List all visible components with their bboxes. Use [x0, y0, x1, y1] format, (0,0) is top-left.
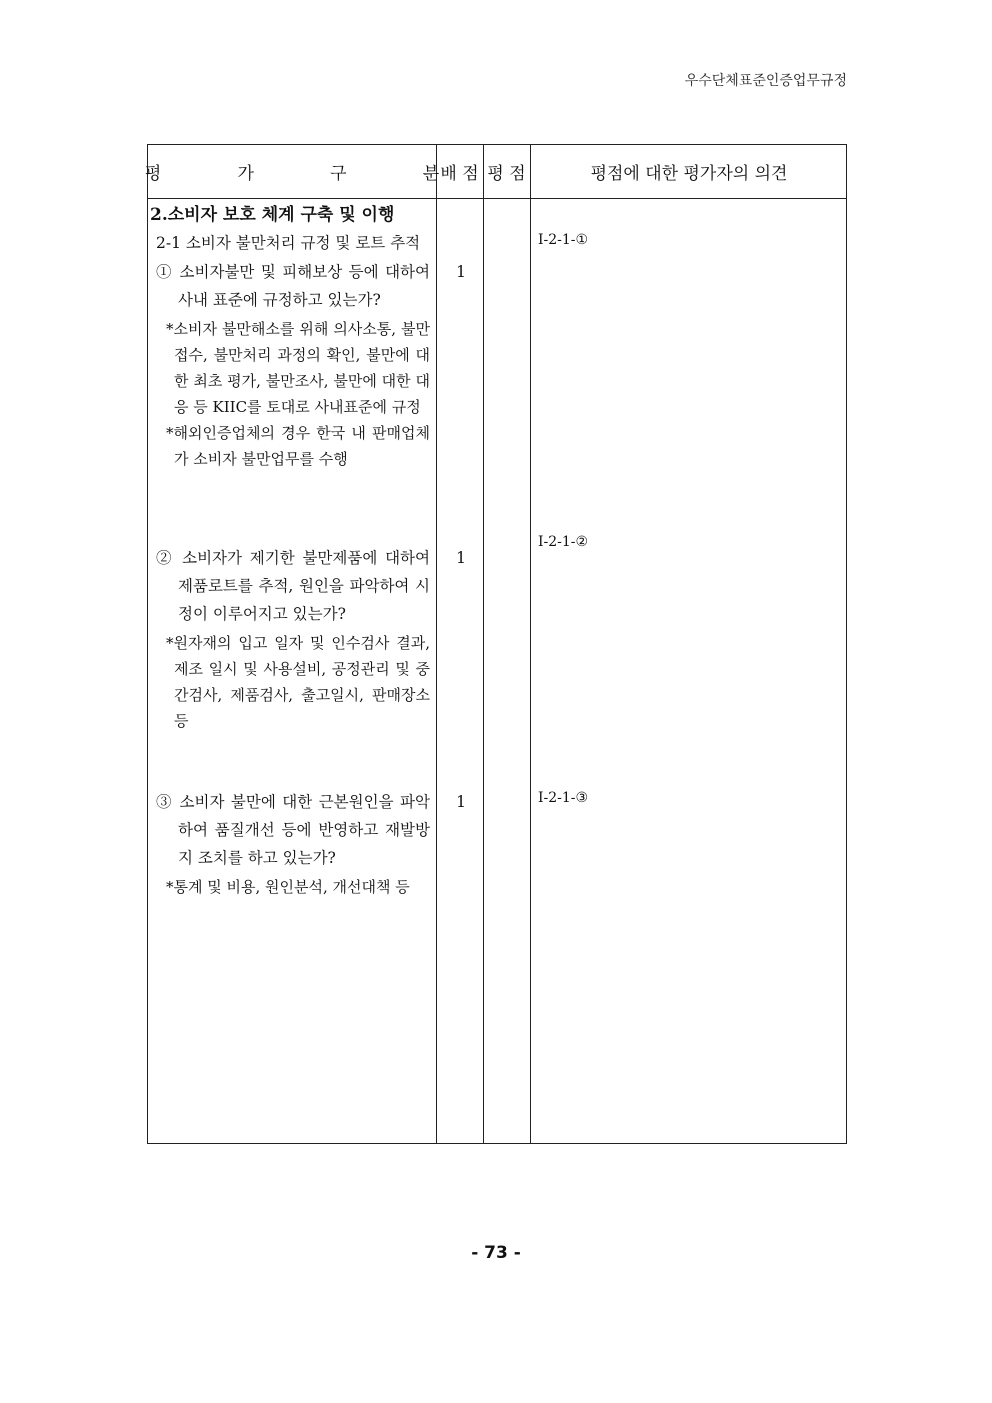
item-3-ref: Ⅰ-2-1-③: [538, 790, 589, 806]
column-divider: [436, 145, 437, 1143]
header-allotted-label: 배 점: [440, 164, 479, 184]
item-2-points: 1: [456, 549, 466, 567]
item-3-text: ③ 소비자 불만에 대한 근본원인을 파악하여 품질개선 등에 반영하고 재발방지 조치를 하고 있는가?: [156, 793, 430, 867]
item-1-ref: Ⅰ-2-1-①: [538, 232, 589, 248]
item-2-ref: Ⅰ-2-1-②: [538, 534, 589, 550]
header-row-divider: [148, 198, 846, 199]
column-divider: [530, 145, 531, 1143]
item-1-note-2: *해외인증업체의 경우 한국 내 판매업체가 소비자 불만업무를 수행: [166, 424, 430, 468]
sub-title: 2-1 소비자 불만처리 규정 및 로트 추적: [156, 234, 421, 252]
item-1: [150, 258, 430, 472]
item-1-points: 1: [456, 263, 466, 281]
header-score: [483, 145, 530, 198]
item-3-note-1: *통계 및 비용, 원인분석, 개선대책 등: [166, 878, 410, 896]
evaluation-table: [144, 144, 847, 1144]
item-2: [150, 544, 430, 734]
page-number: - 73 -: [471, 1243, 521, 1263]
header-allotted: [436, 145, 483, 198]
item-1-text: ① 소비자불만 및 피해보상 등에 대하여 사내 표준에 규정하고 있는가?: [156, 263, 430, 309]
document-header-title: 우수단체표준인증업무규정: [684, 73, 847, 89]
item-2-text: ② 소비자가 제기한 불만제품에 대하여 제품로트를 추적, 원인을 파악하여 시정이 이루어지고 있는가?: [156, 549, 430, 623]
item-2-note-1: *원자재의 입고 일자 및 인수검사 결과, 제조 일시 및 사용설비, 공정관리 및 중간검사, 제품검사, 출고일시, 판매장소 등: [166, 634, 430, 730]
column-divider: [483, 145, 484, 1143]
header-opinion-label: 평점에 대한 평가자의 의견: [590, 164, 788, 184]
header-score-label: 평 점: [487, 164, 526, 184]
item-1-note-1: *소비자 불만해소를 위해 의사소통, 불만접수, 불만처리 과정의 확인, 불만에 대한 최초 평가, 불만조사, 불만에 대한 대응 등 KIIC를 토대로 사내표준에 규정: [166, 320, 430, 416]
category-content: [150, 201, 430, 257]
item-3-points: 1: [456, 793, 466, 811]
header-category: [144, 145, 440, 198]
header-category-label: 평 가 구 분: [144, 164, 440, 184]
header-opinion: [530, 145, 848, 198]
item-3: [150, 788, 430, 900]
section-title: 2.소비자 보호 체계 구축 및 이행: [150, 205, 395, 225]
